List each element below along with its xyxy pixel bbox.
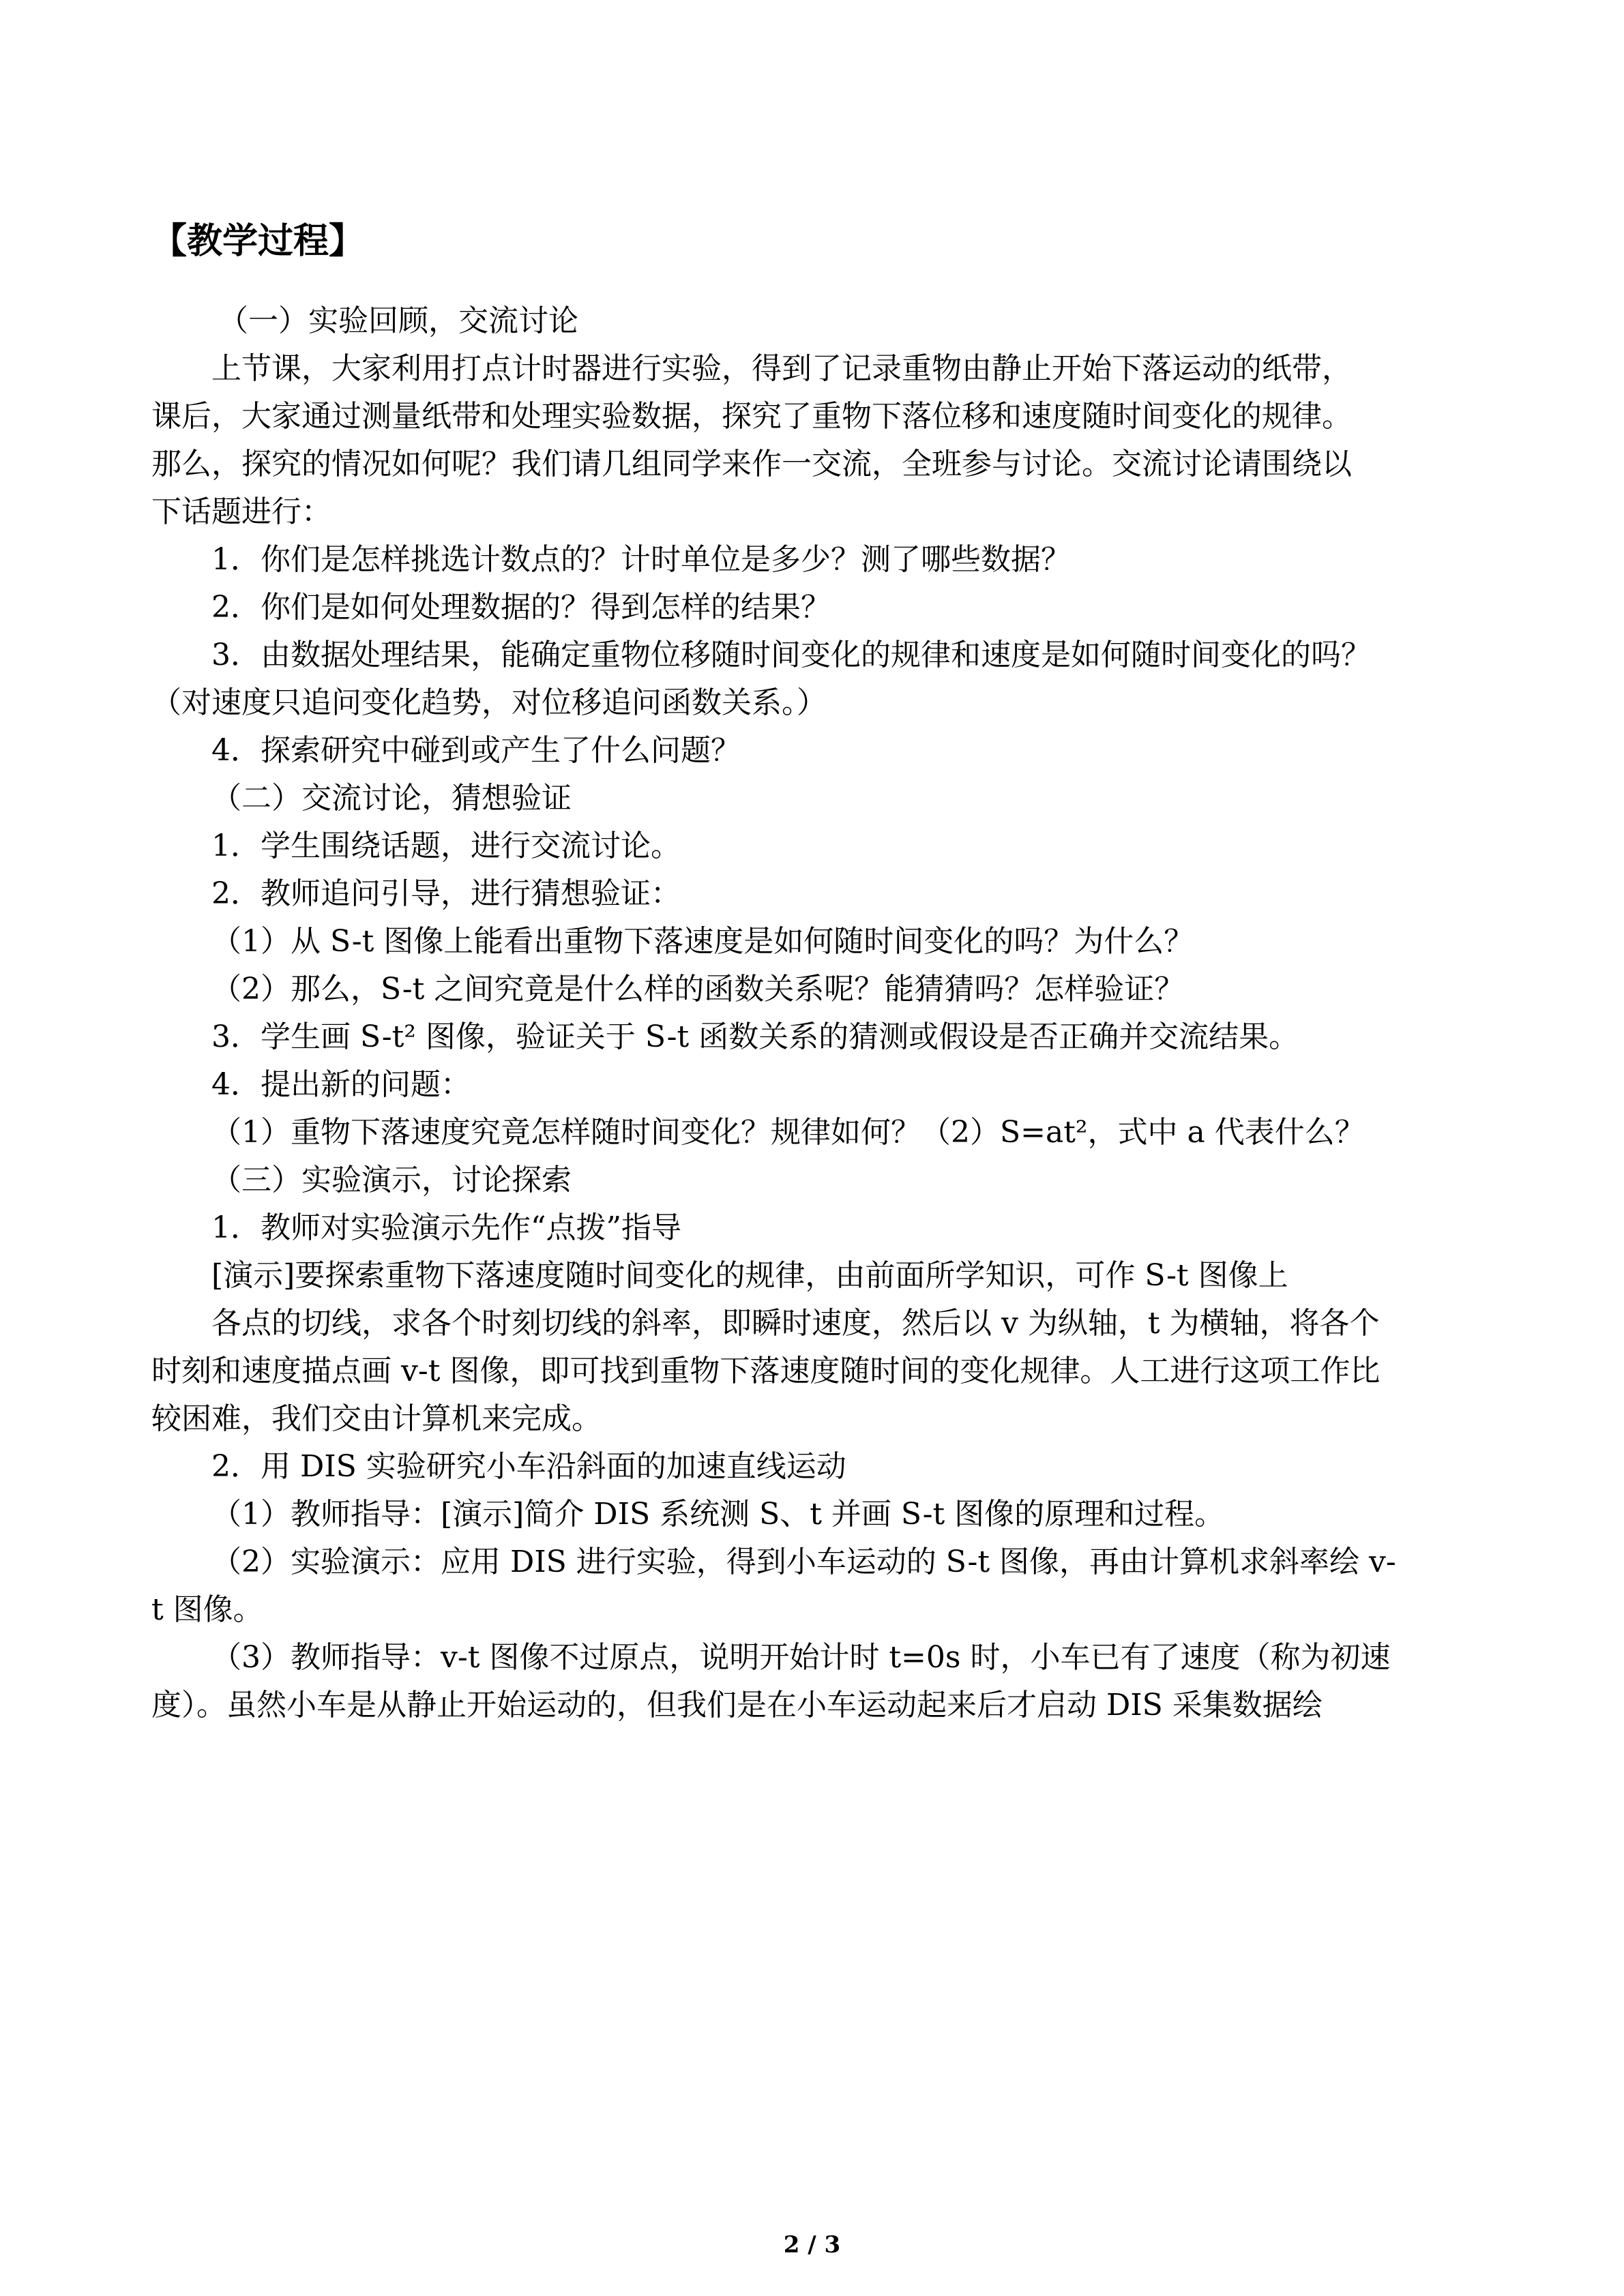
list-item: 1．教师对实验演示先作“点拨”指导 <box>211 1210 681 1245</box>
paragraph-line: （对速度只追问变化趋势，对位移追问函数关系。） <box>151 685 827 720</box>
paragraph-line: 时刻和速度描点画 v-t 图像，即可找到重物下落速度随时间的变化规律。人工进行这项工作比 <box>151 1354 1381 1388</box>
paragraph-line: 上节课，大家利用打点计时器进行实验，得到了记录重物由静止开始下落运动的纸带， <box>211 351 1352 386</box>
list-item: 4．探索研究中碰到或产生了什么问题？ <box>211 733 741 768</box>
body-text <box>151 297 1488 1729</box>
list-item: （1）重物下落速度究竟怎样随时间变化？规律如何？（2）S=at²，式中 a 代表什么？ <box>211 1115 1365 1150</box>
subsection-title-1: （一）实验回顾，交流讨论 <box>218 303 578 338</box>
paragraph-line: 较困难，我们交由计算机来完成。 <box>151 1401 602 1436</box>
subsection-title-2: （二）交流讨论，猜想验证 <box>211 781 572 816</box>
paragraph-line: 那么，探究的情况如何呢？我们请几组同学来作一交流，全班参与讨论。交流讨论请围绕以 <box>151 447 1352 481</box>
paragraph-line: 下话题进行： <box>151 494 331 529</box>
list-item: 4．提出新的问题： <box>211 1067 471 1102</box>
section-heading: 【教学过程】 <box>151 220 365 262</box>
list-item: （3）教师指导：v-t 图像不过原点，说明开始计时 t=0s 时，小车已有了速度（称为初速 <box>211 1640 1391 1675</box>
list-item: 3．由数据处理结果，能确定重物位移随时间变化的规律和速度是如何随时间变化的吗？ <box>211 638 1371 672</box>
list-item: 1．学生围绕话题，进行交流讨论。 <box>211 829 681 863</box>
list-item: （1）从 S-t 图像上能看出重物下落速度是如何随时间变化的吗？为什么？ <box>211 924 1194 959</box>
list-item: （2）那么，S-t 之间究竟是什么样的函数关系呢？能猜猜吗？怎样验证？ <box>211 972 1185 1007</box>
list-item: 2．教师追问引导，进行猜想验证： <box>211 876 681 911</box>
list-item: 2．你们是如何处理数据的？得到怎样的结果？ <box>211 590 831 625</box>
list-item: （1）教师指导：[演示]简介 DIS 系统测 S、t 并画 S-t 图像的原理和过程。 <box>211 1497 1225 1532</box>
paragraph-line: 度）。虽然小车是从静止开始运动的，但我们是在小车运动起来后才启动 DIS 采集数据绘 <box>151 1688 1323 1723</box>
paragraph-line: t 图像。 <box>151 1592 263 1627</box>
subsection-title-3: （三）实验演示，讨论探索 <box>211 1163 572 1197</box>
list-item: （2）实验演示：应用 DIS 进行实验，得到小车运动的 S-t 图像，再由计算机求斜率绘 v- <box>211 1545 1396 1579</box>
paragraph-line: 课后，大家通过测量纸带和处理实验数据，探究了重物下落位移和速度随时间变化的规律。 <box>151 399 1352 434</box>
list-item: 1．你们是怎样挑选计数点的？计时单位是多少？测了哪些数据？ <box>211 542 1071 577</box>
paragraph-line: 各点的切线，求各个时刻切线的斜率，即瞬时速度，然后以 v 为纵轴，t 为横轴，将各个 <box>211 1306 1380 1341</box>
list-item: 3．学生画 S-t² 图像，验证关于 S-t 函数关系的猜测或假设是否正确并交流结果。 <box>211 1019 1299 1054</box>
paragraph-line: [演示]要探索重物下落速度随时间变化的规律，由前面所学知识，可作 S-t 图像上 <box>211 1258 1288 1293</box>
page-number: 2 / 3 <box>783 2231 841 2258</box>
list-item: 2．用 DIS 实验研究小车沿斜面的加速直线运动 <box>211 1449 846 1484</box>
